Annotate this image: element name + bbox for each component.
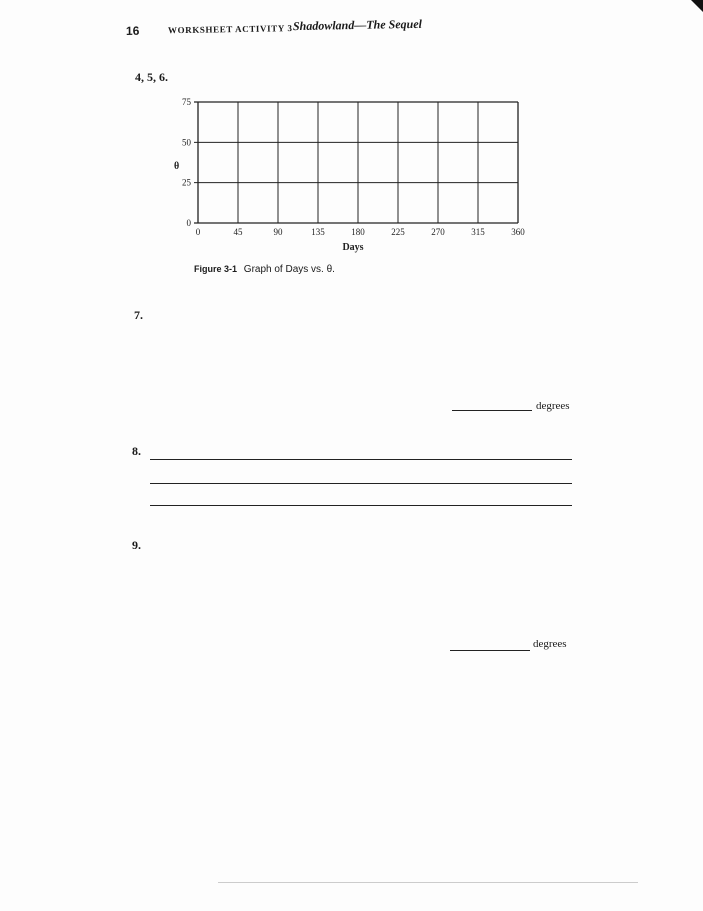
days-vs-theta-graph [160, 90, 540, 260]
worksheet-title: Shadowland—The Sequel [292, 16, 423, 34]
y-tick-label: 0 [186, 218, 191, 228]
question-7-label: 7. [134, 308, 143, 322]
bottom-edge-line [218, 882, 638, 883]
question-7-unit: degrees [536, 400, 570, 412]
x-tick-label: 45 [233, 227, 243, 237]
page-number: 16 [125, 23, 140, 38]
question-8-answer-line-1[interactable] [150, 459, 572, 460]
worksheet-label: WORKSHEET ACTIVITY 3 [167, 23, 293, 36]
x-tick-label: 225 [391, 227, 405, 237]
figure-number: Figure 3-1 [194, 264, 238, 274]
y-tick-label: 25 [182, 177, 191, 188]
question-4-5-6-label: 4, 5, 6. [135, 70, 168, 84]
y-axis-label: θ [174, 161, 180, 172]
x-tick-labels [196, 227, 526, 237]
question-8-label: 8. [132, 444, 141, 458]
y-tick-label: 75 [182, 97, 191, 107]
question-7-answer-blank[interactable] [452, 410, 532, 411]
x-tick-label: 360 [511, 227, 525, 237]
question-8-answer-line-2[interactable] [150, 483, 572, 484]
x-tick-label: 90 [273, 227, 283, 237]
x-axis-label: Days [342, 242, 364, 253]
y-tick-labels [182, 97, 192, 228]
figure-caption [194, 264, 335, 275]
page-corner [691, 0, 703, 12]
question-9-label: 9. [132, 538, 141, 552]
x-tick-label: 270 [431, 227, 445, 237]
question-8-answer-line-3[interactable] [150, 505, 572, 506]
question-9-answer-blank[interactable] [450, 650, 530, 651]
x-tick-label: 0 [195, 227, 201, 237]
question-9-unit: degrees [533, 638, 567, 650]
y-tick-label: 50 [182, 137, 191, 148]
graph-grid [194, 102, 518, 223]
x-tick-label: 315 [471, 227, 485, 237]
x-tick-label: 180 [351, 227, 365, 237]
figure-caption-text: Graph of Days vs. θ. [243, 264, 335, 275]
x-tick-label: 135 [311, 227, 325, 237]
